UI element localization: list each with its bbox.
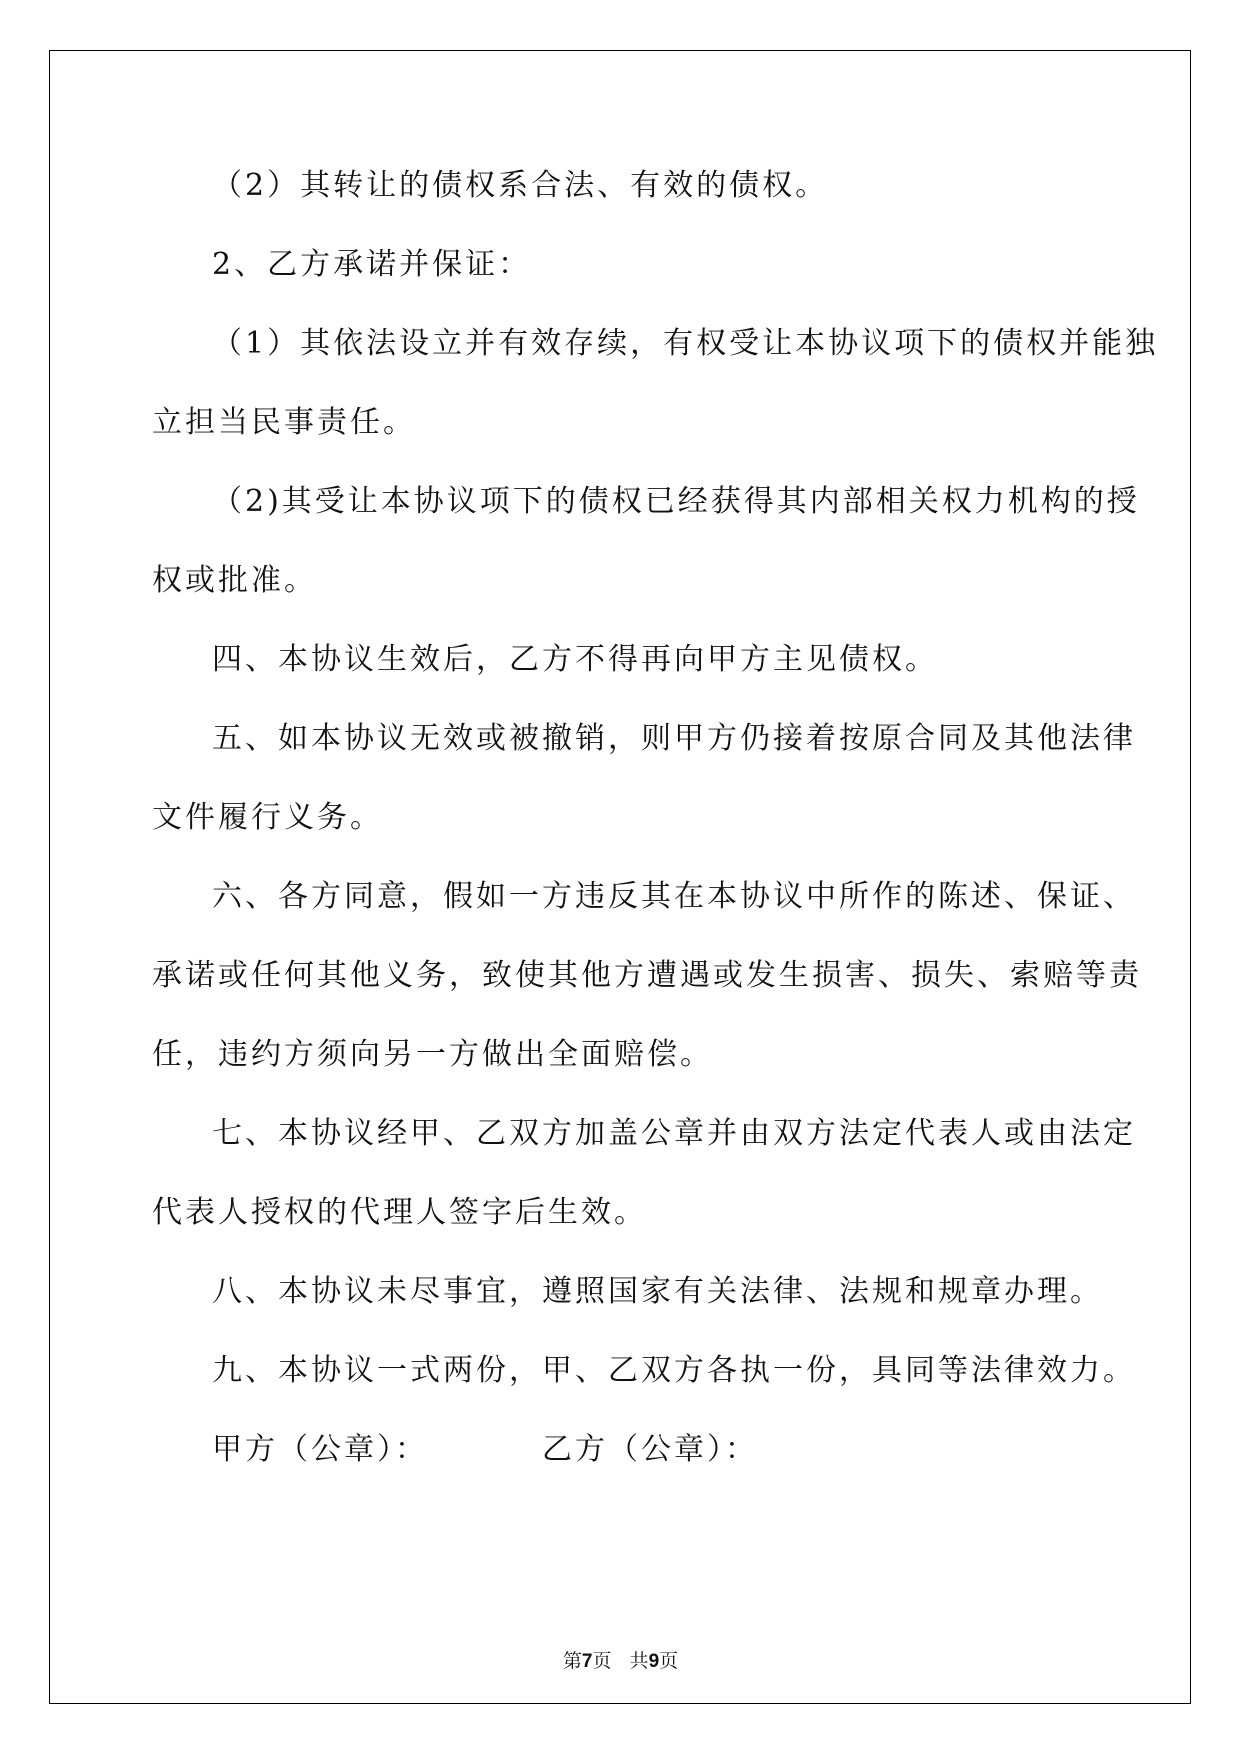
paragraph-line: 文件履行义务。 (152, 800, 383, 835)
paragraph-line: 七、本协议经甲、乙双方加盖公章并由双方法定代表人或由法定 (212, 1116, 1136, 1151)
current-page-number: 7 (581, 1651, 593, 1672)
paragraph-line: 五、如本协议无效或被撤销，则甲方仍接着按原合同及其他法律 (212, 721, 1136, 756)
paragraph-line: 八、本协议未尽事宜，遵照国家有关法律、法规和规章办理。 (212, 1274, 1103, 1309)
total-pages-number: 9 (648, 1651, 660, 1672)
paragraph-line: 六、各方同意，假如一方违反其在本协议中所作的陈述、保证、 (212, 879, 1136, 914)
paragraph-line: 四、本协议生效后，乙方不得再向甲方主见债权。 (212, 642, 938, 677)
paragraph-line: 2、乙方承诺并保证： (212, 247, 532, 282)
footer-suffix: 页 (659, 1650, 679, 1672)
paragraph-line: 代表人授权的代理人签字后生效。 (152, 1195, 647, 1230)
paragraph-line: 任，违约方须向另一方做出全面赔偿。 (152, 1037, 713, 1072)
paragraph-line: （2)其受让本协议项下的债权已经获得其内部相关权力机构的授 (212, 484, 1140, 519)
paragraph-line: 承诺或任何其他义务，致使其他方遭遇或发生损害、损失、索赔等责 (152, 958, 1142, 993)
footer-middle: 页 共 (592, 1650, 649, 1672)
paragraph-line: （1）其依法设立并有效存续，有权受让本协议项下的债权并能独 (212, 326, 1159, 361)
paragraph-line: 权或批准。 (152, 563, 317, 598)
page-footer (0, 1646, 1241, 1673)
paragraph-line: 九、本协议一式两份，甲、乙双方各执一份，具同等法律效力。 (212, 1353, 1136, 1388)
signature-party-b: 乙方（公章）： (542, 1432, 758, 1467)
paragraph-line: （2）其转让的债权系合法、有效的债权。 (212, 168, 829, 203)
paragraph-line: 立担当民事责任。 (152, 405, 416, 440)
footer-prefix: 第 (562, 1650, 582, 1672)
signature-party-a: 甲方（公章）： (212, 1432, 428, 1467)
